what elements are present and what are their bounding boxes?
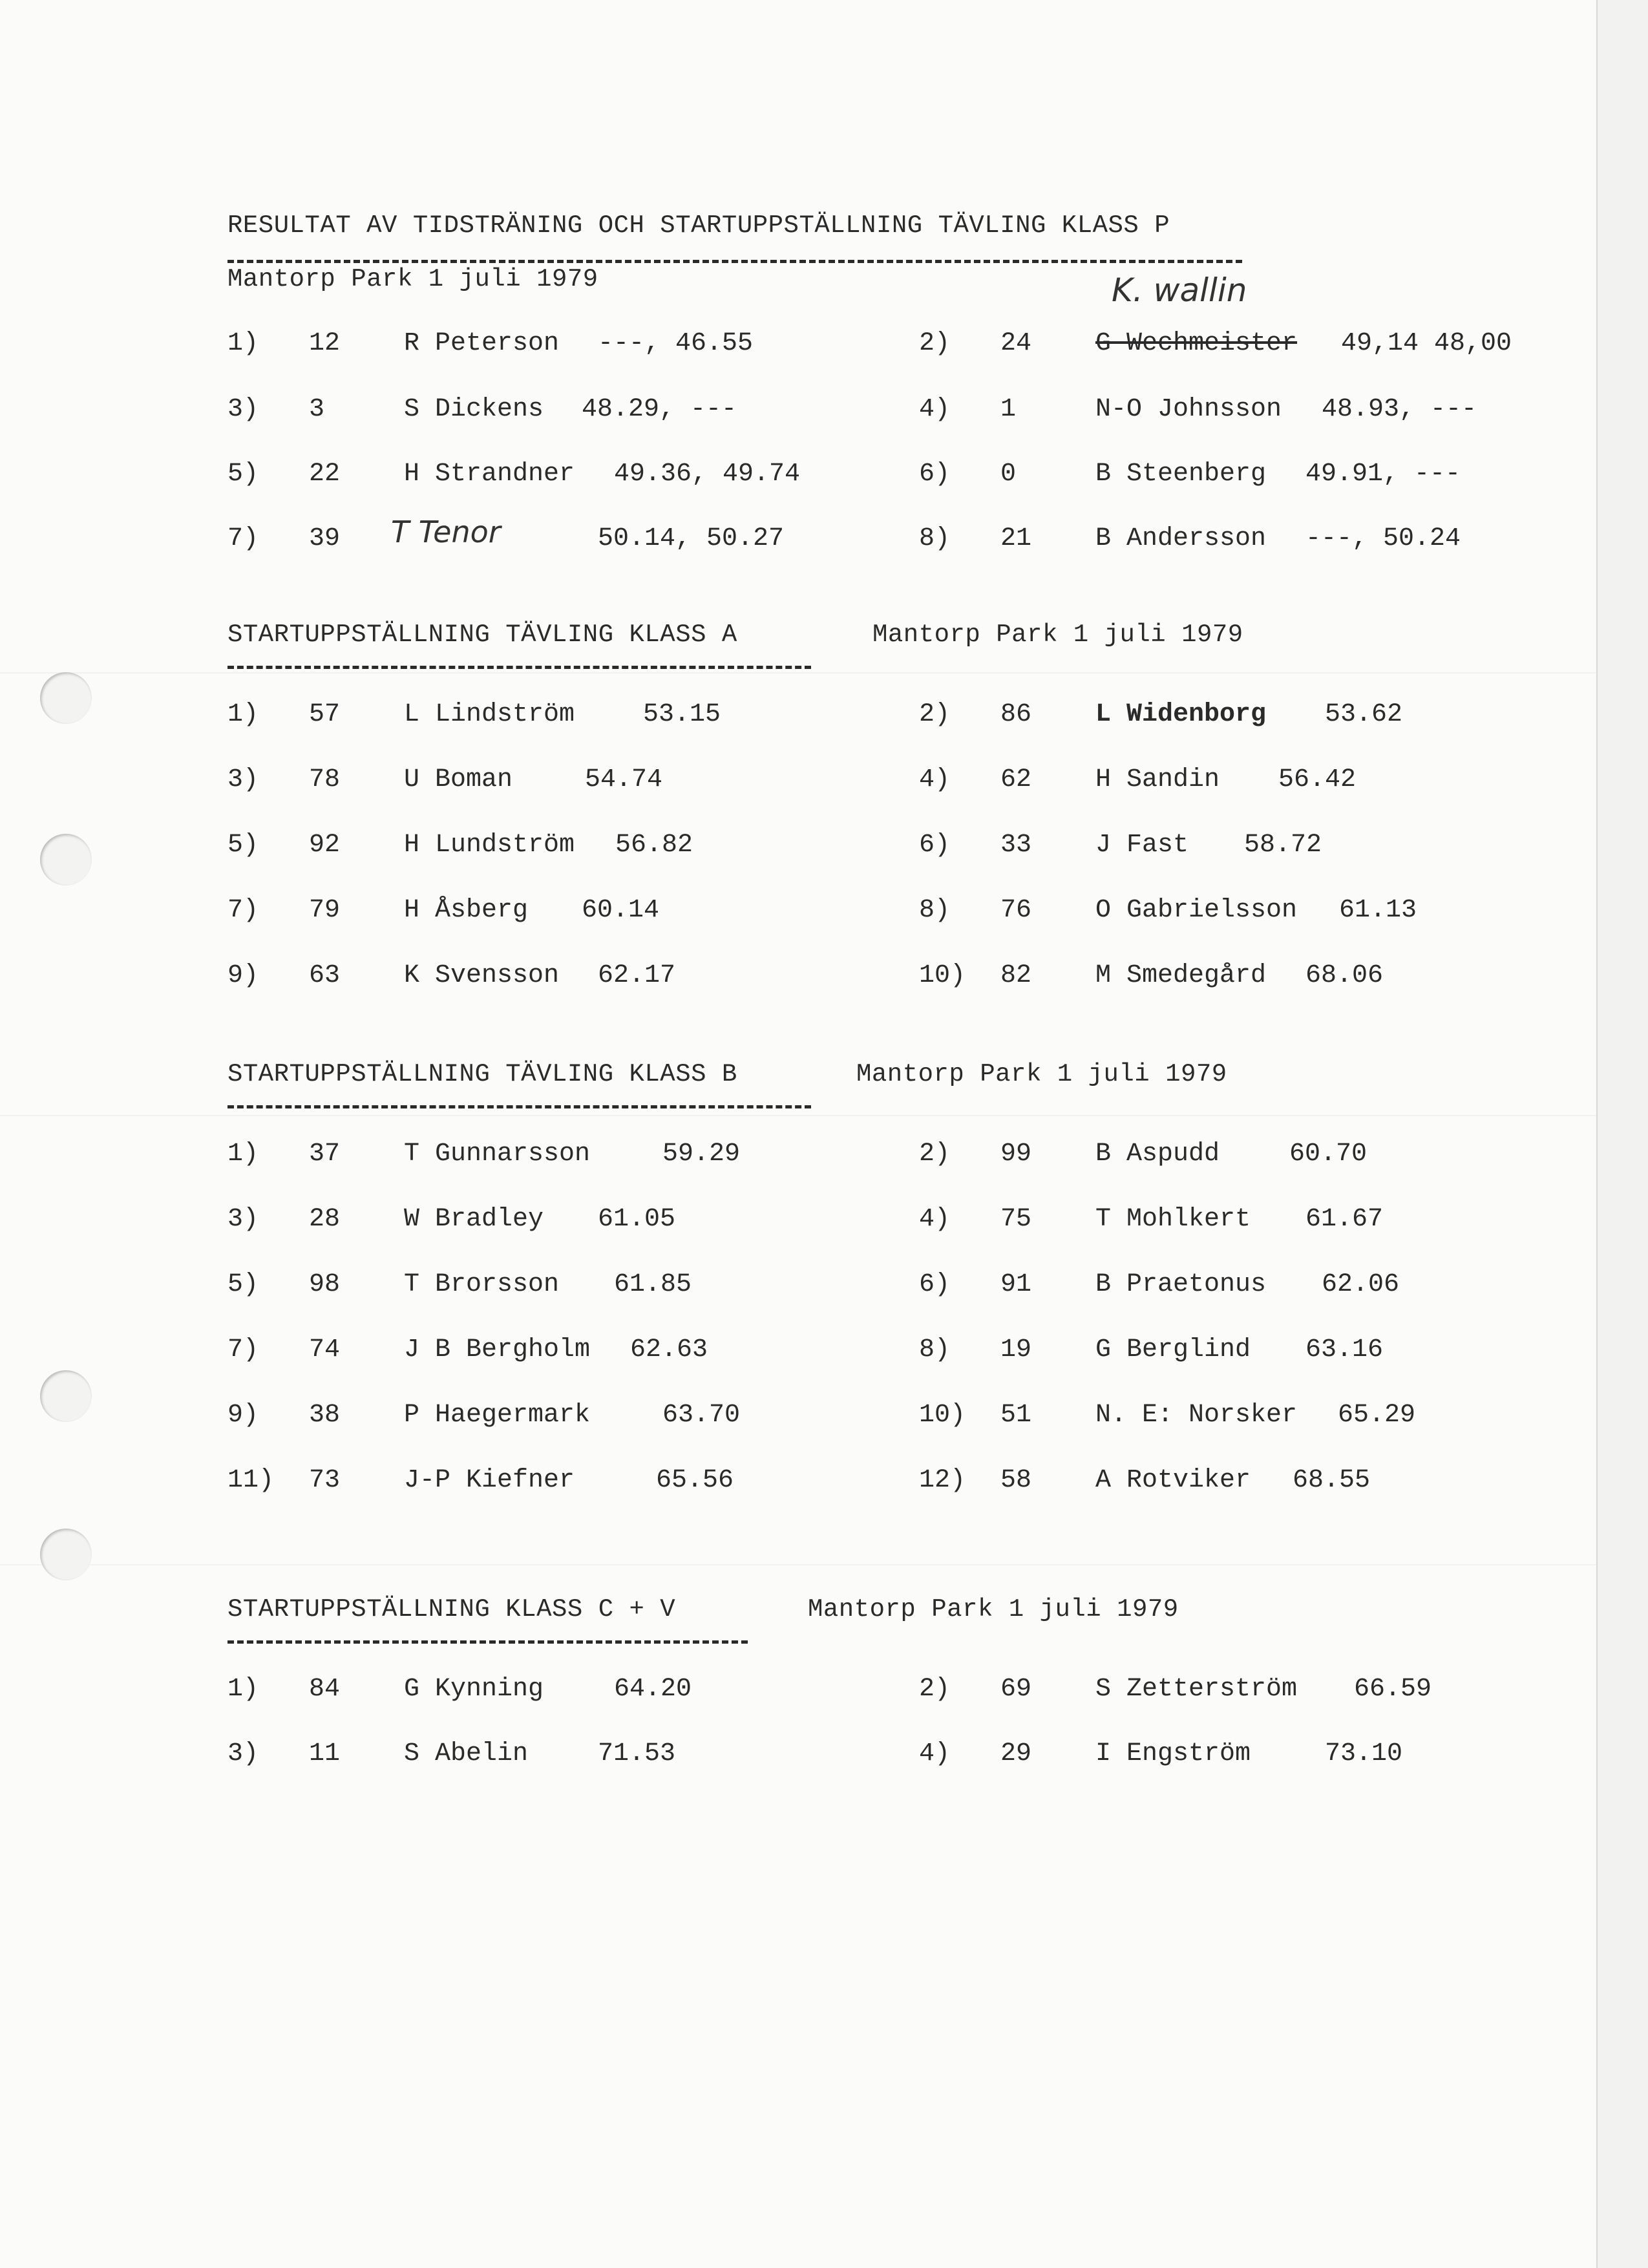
driver-name: S Dickens	[404, 395, 544, 424]
car-number: 37	[309, 1139, 341, 1169]
driver-name: R Peterson	[404, 329, 560, 358]
car-number: 24	[1000, 329, 1032, 358]
lap-time: 60.70	[1289, 1139, 1368, 1169]
driver-name: G Berglind	[1095, 1335, 1251, 1364]
driver-name: G Kynning	[404, 1675, 544, 1704]
driver-name: B Aspudd	[1095, 1139, 1220, 1169]
lap-times: ---, 46.55	[598, 329, 754, 358]
car-number: 86	[1000, 700, 1032, 729]
section-b-location: Mantorp Park 1 juli 1979	[856, 1060, 1227, 1088]
pos: 6)	[919, 1270, 951, 1299]
driver-name: O Gabrielsson	[1095, 896, 1298, 925]
lap-time: 53.62	[1325, 700, 1403, 729]
punch-hole	[40, 834, 92, 885]
pos: 1)	[227, 329, 259, 358]
pos: 6)	[919, 831, 951, 860]
driver-name: S Zetterström	[1095, 1675, 1298, 1704]
punch-hole	[40, 672, 92, 724]
pos: 10)	[919, 1401, 966, 1430]
driver-name: H Sandin	[1095, 765, 1220, 794]
driver-name: U Boman	[404, 765, 513, 794]
car-number: 82	[1000, 961, 1032, 990]
car-number: 29	[1000, 1739, 1032, 1768]
car-number: 1	[1000, 395, 1017, 424]
lap-time: 56.42	[1278, 765, 1357, 794]
pos: 11)	[227, 1466, 275, 1495]
section-cv-rule	[227, 1640, 748, 1644]
driver-name: L Widenborg	[1095, 700, 1267, 729]
pos: 3)	[227, 1739, 259, 1768]
lap-time: 73.10	[1325, 1739, 1403, 1768]
car-number: 19	[1000, 1335, 1032, 1364]
pos: 9)	[227, 961, 259, 990]
lap-time: 62.63	[630, 1335, 708, 1364]
driver-name-struck: G Wechmeister	[1095, 329, 1298, 358]
pos: 8)	[919, 524, 951, 553]
car-number: 51	[1000, 1401, 1032, 1430]
car-number: 3	[309, 395, 325, 424]
pos: 4)	[919, 1739, 951, 1768]
punch-hole	[40, 1529, 92, 1580]
pos: 2)	[919, 700, 951, 729]
pos: 1)	[227, 700, 259, 729]
lap-time: 66.59	[1354, 1675, 1432, 1704]
driver-name: H Åsberg	[404, 896, 529, 925]
pos: 7)	[227, 896, 259, 925]
pos: 1)	[227, 1139, 259, 1169]
section-b-rule	[227, 1105, 811, 1108]
lap-time: 65.56	[656, 1466, 734, 1495]
car-number: 91	[1000, 1270, 1032, 1299]
driver-name: B Steenberg	[1095, 460, 1267, 489]
section-a-location: Mantorp Park 1 juli 1979	[872, 620, 1243, 649]
car-number: 12	[309, 329, 341, 358]
car-number: 0	[1000, 460, 1017, 489]
lap-time: 63.70	[662, 1401, 741, 1430]
car-number: 58	[1000, 1466, 1032, 1495]
pos: 9)	[227, 1401, 259, 1430]
pos: 5)	[227, 831, 259, 860]
lap-time: 68.55	[1293, 1466, 1371, 1495]
driver-name: H Lundström	[404, 831, 575, 860]
lap-time: 71.53	[598, 1739, 676, 1768]
pos: 6)	[919, 460, 951, 489]
car-number: 38	[309, 1401, 341, 1430]
car-number: 11	[309, 1739, 341, 1768]
pos: 3)	[227, 395, 259, 424]
car-number: 99	[1000, 1139, 1032, 1169]
car-number: 63	[309, 961, 341, 990]
lap-time: 60.14	[582, 896, 660, 925]
driver-name: J-P Kiefner	[404, 1466, 575, 1495]
driver-name: M Smedegård	[1095, 961, 1267, 990]
car-number: 57	[309, 700, 341, 729]
pos: 10)	[919, 961, 966, 990]
lap-time: 65.29	[1338, 1401, 1416, 1430]
car-number: 69	[1000, 1675, 1032, 1704]
car-number: 33	[1000, 831, 1032, 860]
section-cv-location: Mantorp Park 1 juli 1979	[808, 1595, 1179, 1624]
section-cv-title: STARTUPPSTÄLLNING KLASS C + V	[227, 1595, 676, 1624]
pos: 8)	[919, 896, 951, 925]
lap-time: 54.74	[585, 765, 663, 794]
lap-time: 61.85	[614, 1270, 692, 1299]
pos: 2)	[919, 1139, 951, 1169]
driver-name: S Abelin	[404, 1739, 529, 1768]
lap-times: 49.91, ---	[1305, 460, 1461, 489]
driver-name: W Bradley	[404, 1205, 544, 1234]
lap-time: 68.06	[1305, 961, 1384, 990]
lap-time: 61.05	[598, 1205, 676, 1234]
paper-fold	[0, 1564, 1596, 1565]
car-number: 28	[309, 1205, 341, 1234]
punch-hole	[40, 1370, 92, 1422]
section-p-title: RESULTAT AV TIDSTRÄNING OCH STARTUPPSTÄLLNING TÄVLING KLASS P	[227, 211, 1170, 240]
pos: 2)	[919, 1675, 951, 1704]
lap-time: 62.06	[1322, 1270, 1400, 1299]
pos: 4)	[919, 395, 951, 424]
handwritten-correction: K. wallin	[1112, 271, 1247, 309]
car-number: 62	[1000, 765, 1032, 794]
driver-name: T Mohlkert	[1095, 1205, 1251, 1234]
pos: 3)	[227, 765, 259, 794]
pos: 8)	[919, 1335, 951, 1364]
driver-name: N-O Johnsson	[1095, 395, 1282, 424]
lap-time: 58.72	[1244, 831, 1322, 860]
car-number: 76	[1000, 896, 1032, 925]
driver-name: L Lindström	[404, 700, 575, 729]
lap-time: 53.15	[643, 700, 721, 729]
section-p-rule	[227, 260, 1242, 263]
driver-name: T Gunnarsson	[404, 1139, 591, 1169]
driver-name: H Strandner	[404, 460, 575, 489]
lap-times: ---, 50.24	[1305, 524, 1461, 553]
car-number: 22	[309, 460, 341, 489]
pos: 1)	[227, 1675, 259, 1704]
car-number: 39	[309, 524, 341, 553]
driver-name: P Haegermark	[404, 1401, 591, 1430]
lap-time: 63.16	[1305, 1335, 1384, 1364]
pos: 7)	[227, 524, 259, 553]
lap-times: 49,14 48,00	[1341, 329, 1512, 358]
driver-name: I Engström	[1095, 1739, 1251, 1768]
lap-times: 48.93, ---	[1322, 395, 1477, 424]
pos: 7)	[227, 1335, 259, 1364]
pos: 4)	[919, 1205, 951, 1234]
car-number: 74	[309, 1335, 341, 1364]
pos: 4)	[919, 765, 951, 794]
car-number: 78	[309, 765, 341, 794]
pos: 5)	[227, 460, 259, 489]
paper-fold	[0, 672, 1596, 673]
driver-name: B Praetonus	[1095, 1270, 1267, 1299]
driver-name: B Andersson	[1095, 524, 1267, 553]
driver-name: K Svensson	[404, 961, 560, 990]
lap-time: 62.17	[598, 961, 676, 990]
driver-name: A Rotviker	[1095, 1466, 1251, 1495]
car-number: 73	[309, 1466, 341, 1495]
section-a-title: STARTUPPSTÄLLNING TÄVLING KLASS A	[227, 620, 737, 649]
car-number: 84	[309, 1675, 341, 1704]
section-b-title: STARTUPPSTÄLLNING TÄVLING KLASS B	[227, 1060, 737, 1088]
lap-time: 61.67	[1305, 1205, 1384, 1234]
lap-time: 64.20	[614, 1675, 692, 1704]
car-number: 92	[309, 831, 341, 860]
lap-time: 59.29	[662, 1139, 741, 1169]
pos: 12)	[919, 1466, 966, 1495]
car-number: 21	[1000, 524, 1032, 553]
lap-times: 48.29, ---	[582, 395, 737, 424]
driver-name: J B Bergholm	[404, 1335, 591, 1364]
driver-name: T Brorsson	[404, 1270, 560, 1299]
pos: 3)	[227, 1205, 259, 1234]
car-number: 79	[309, 896, 341, 925]
pos: 5)	[227, 1270, 259, 1299]
pos: 2)	[919, 329, 951, 358]
lap-times: 50.14, 50.27	[598, 524, 785, 553]
driver-name: N. E: Norsker	[1095, 1401, 1298, 1430]
paper-fold	[0, 1115, 1596, 1116]
driver-name-handwritten: T Tenor	[391, 514, 501, 549]
section-p-subtitle: Mantorp Park 1 juli 1979	[227, 265, 598, 293]
lap-time: 61.13	[1339, 896, 1417, 925]
driver-name: J Fast	[1095, 831, 1189, 860]
car-number: 75	[1000, 1205, 1032, 1234]
lap-times: 49.36, 49.74	[614, 460, 801, 489]
car-number: 98	[309, 1270, 341, 1299]
section-a-rule	[227, 666, 811, 669]
lap-time: 56.82	[615, 831, 693, 860]
